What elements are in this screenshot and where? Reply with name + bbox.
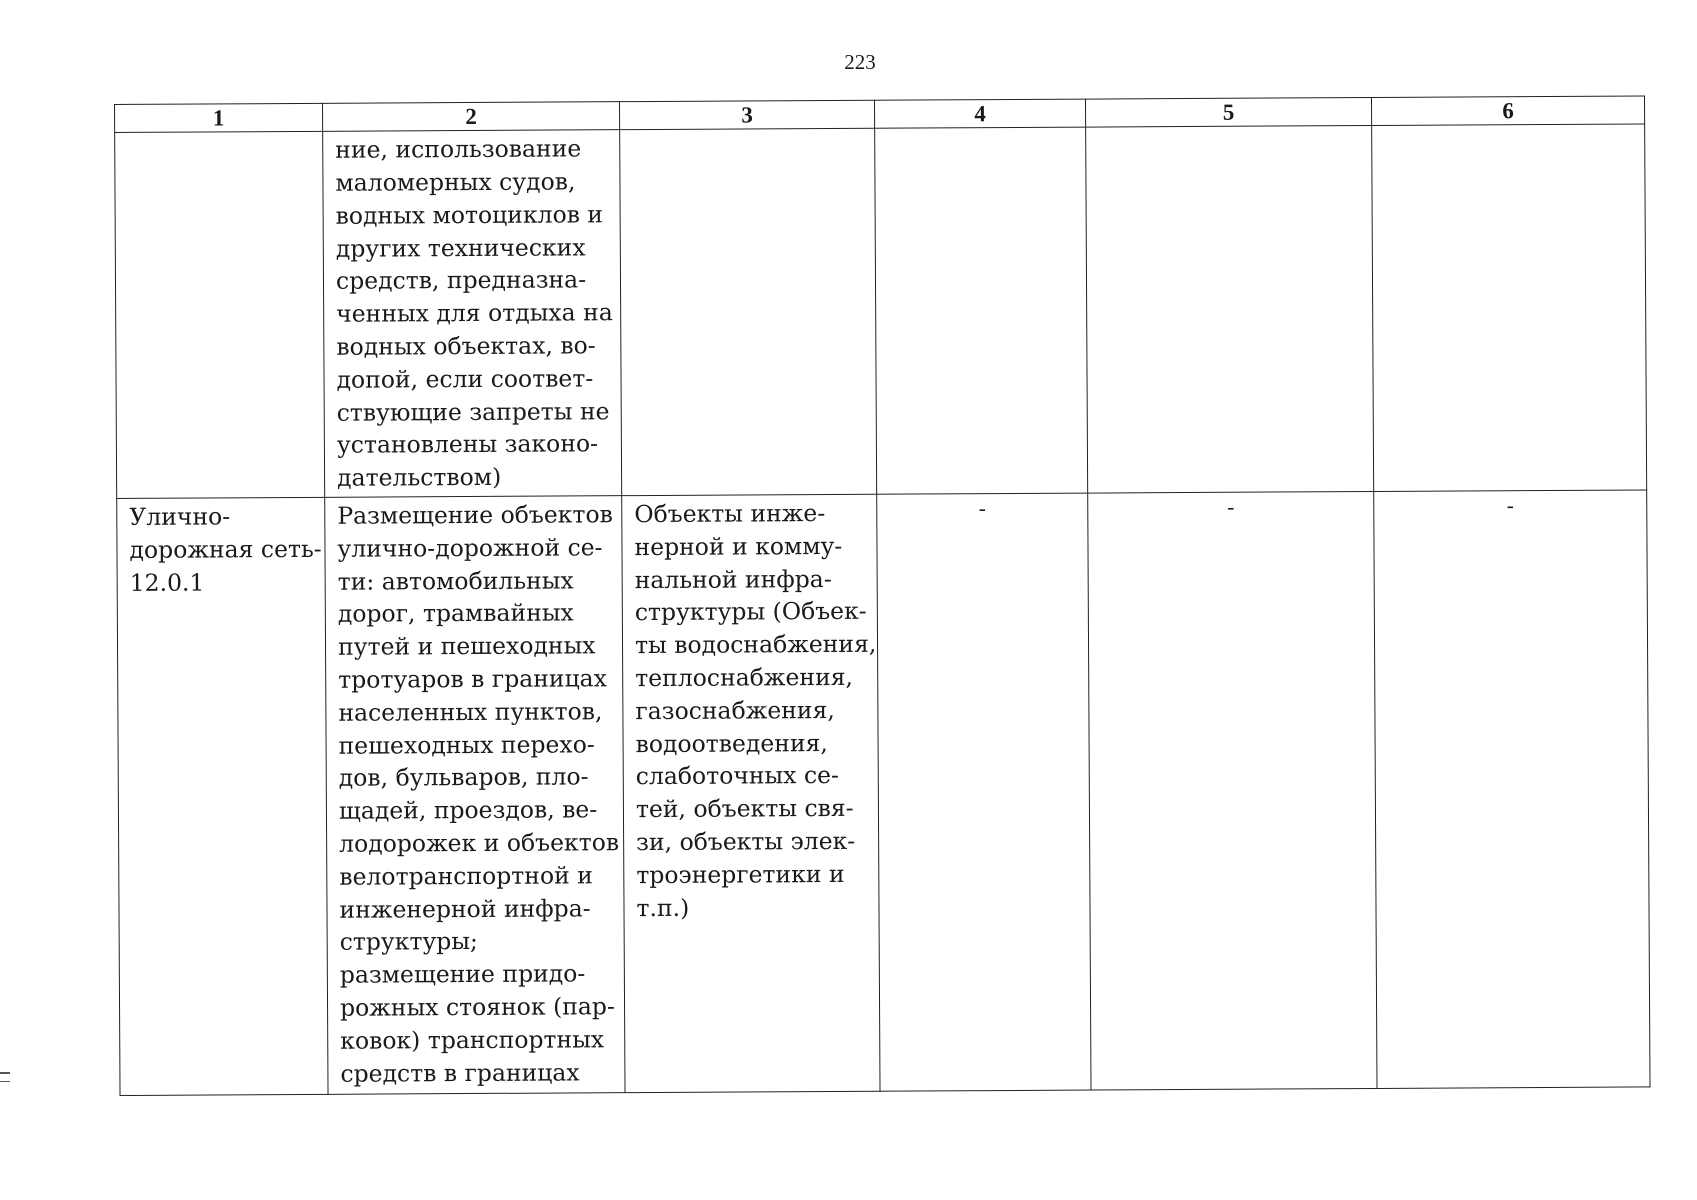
use-type-description [325,496,624,1090]
main-cell-6 [1374,490,1650,1088]
text-line: тротуаров в границах [338,664,607,694]
text-line: ти: автомобильных [337,566,574,596]
text-line: ты водоснабжения, [634,630,877,660]
text-line: средств, предназна- [335,265,587,296]
text-line: дов, бульваров, пло- [338,762,589,793]
auxiliary-use-text [622,495,878,925]
main-cell-2 [325,496,625,1095]
text-line: размещение придо- [339,959,586,990]
text-line: ченных для отдыха на [336,298,613,328]
text-line: пешеходных перехо- [338,729,595,760]
text-line: инженерной инфра- [339,894,591,924]
text-line: слаботочных се- [635,761,840,791]
dash-col6: - [1506,494,1515,520]
margin-mark [0,1072,10,1102]
text-line: водоотведения, [635,728,828,758]
text-line: щадей, проездов, ве- [338,795,598,826]
column-header-2: 2 [322,102,619,132]
text-line: ствующие запреты не [336,396,610,427]
cont-cell-6 [1372,124,1647,491]
text-line: маломерных судов, [335,167,576,197]
text-line: троэнергетики и [636,859,845,889]
main-cell-4 [877,493,1091,1091]
text-line: рожных стоянок (пар- [339,992,615,1022]
cont-cell-1 [115,131,325,498]
text-line: Размещение объектов [337,500,613,530]
text-line: нерной и комму- [634,531,843,561]
column-header-5: 5 [1085,97,1371,127]
cont-cell-5 [1086,126,1374,494]
cont-description-text [323,130,621,494]
text-line: установлены законо- [336,429,599,460]
page-number: 223 [844,50,876,74]
text-line: дорожная сеть- [129,534,322,564]
text-line: путей и пешеходных [337,631,596,662]
cont-cell-4 [875,127,1088,494]
text-line: водных объектах, во- [336,331,596,361]
document-table [114,95,1651,1096]
column-header-4: 4 [874,99,1085,128]
table-row-street-network [117,490,1650,1095]
text-line: зи, объекты элек- [636,826,856,857]
text-line: средств в границах [340,1058,580,1088]
dash-col5: - [1226,495,1235,521]
text-line: газоснабжения, [635,695,835,725]
text-line: структуры (Объек- [634,597,867,627]
column-header-1: 1 [115,103,323,132]
text-line: населенных пунктов, [338,697,603,727]
text-line: структуры; [339,927,478,957]
text-line: велотранспортной и [339,861,593,891]
text-line: ковок) транспортных [340,1025,605,1055]
dash-col4: - [978,497,987,523]
text-line: 12.0.1 [129,568,205,597]
text-line: Объекты инже- [634,499,826,529]
column-header-3: 3 [619,100,874,130]
text-line: тей, объекты свя- [635,794,854,824]
text-line: т.п.) [636,893,690,922]
text-line: теплоснабжения, [635,662,854,693]
text-line: дорог, трамвайных [337,598,574,629]
main-cell-5 [1088,492,1377,1090]
text-line: улично-дорожной се- [337,533,603,563]
text-line: нальной инфра- [634,564,832,594]
cont-cell-2 [323,130,622,498]
text-line: других технических [335,232,586,263]
text-line: Улично- [129,502,231,532]
use-type-name [117,498,325,600]
table-row-continuation [115,124,1647,498]
cont-cell-3 [620,128,877,495]
text-line: ние, использование [335,134,582,164]
text-line: допой, если соответ- [336,364,594,394]
text-line: дательством) [337,462,502,492]
column-header-6: 6 [1371,96,1644,126]
main-cell-1 [117,497,328,1095]
text-line: водных мотоциклов и [335,200,604,230]
main-cell-3 [622,494,880,1092]
text-line: лодорожек и объектов [339,828,620,858]
